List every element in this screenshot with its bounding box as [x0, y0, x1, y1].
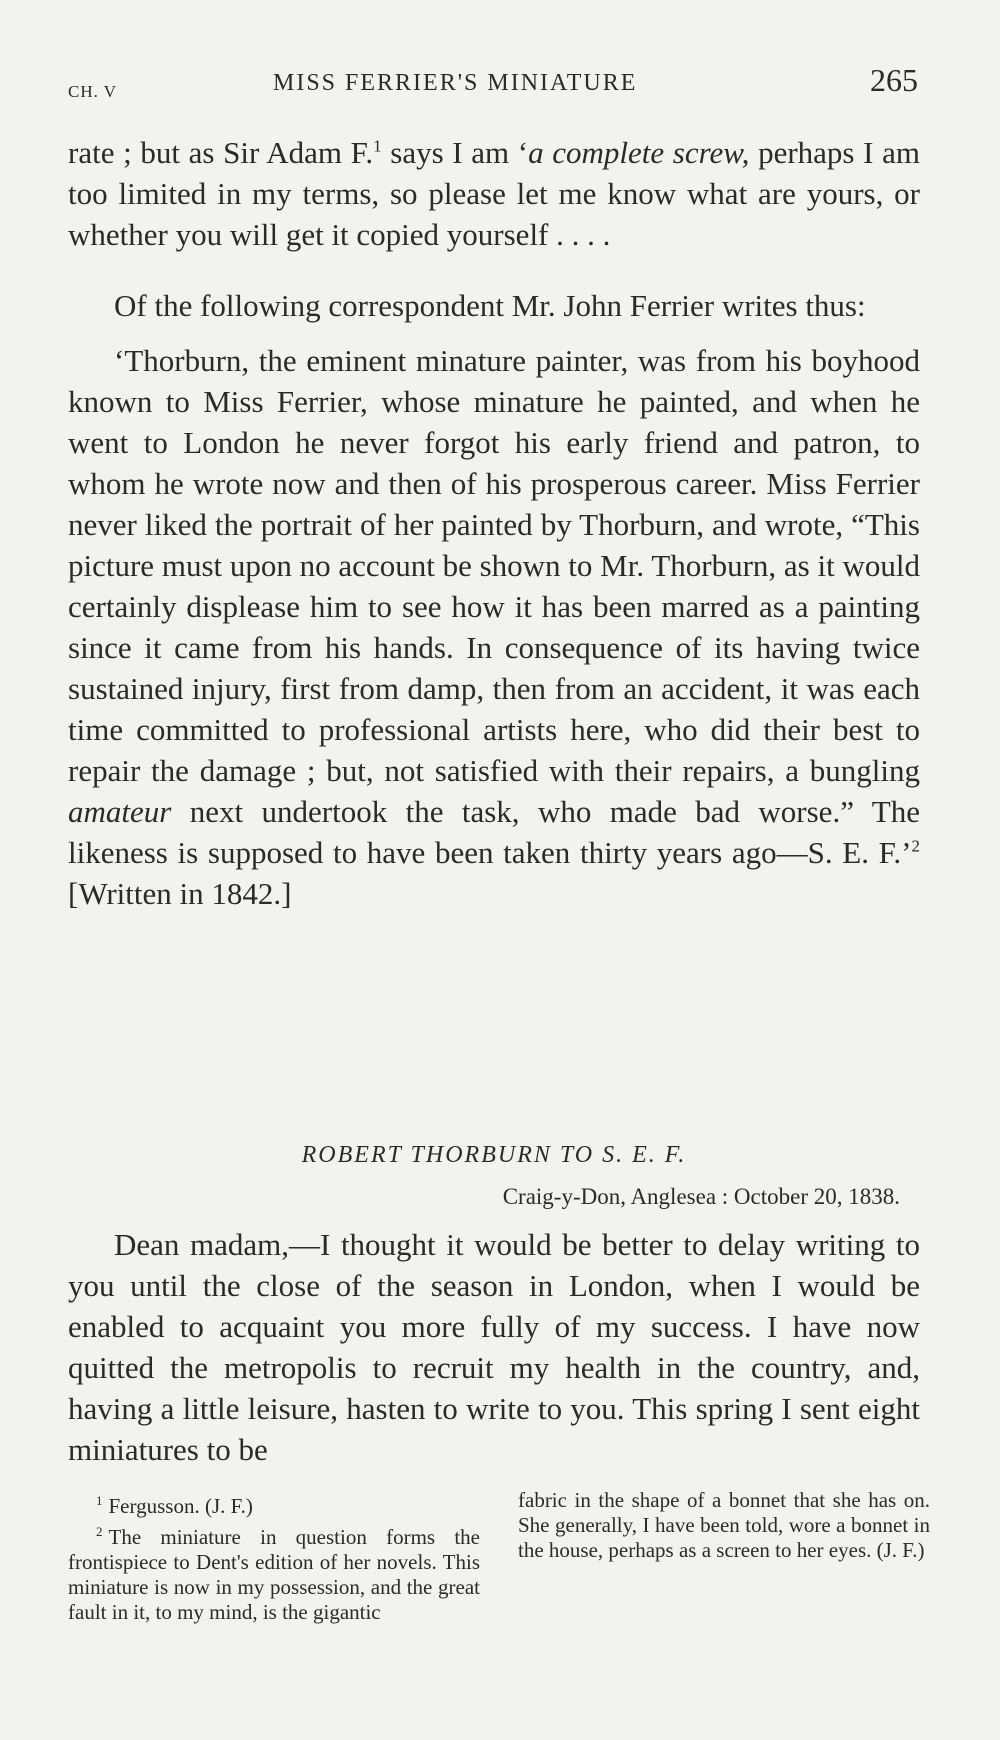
paragraph-3-tail: [Written in 1842.]: [68, 876, 292, 911]
footnote-ref-2: 2: [911, 836, 920, 856]
footnote-2-continued: fabric in the shape of a bonnet that she has on. She generally, I have been told, wore a bonnet in the house, perhaps as a screen to her eyes. (J. F.): [518, 1488, 930, 1562]
paragraph-3: [68, 340, 920, 914]
chapter-label: CH. V: [68, 82, 118, 101]
footnote-1-mark: 1: [96, 1493, 103, 1508]
paragraph-1-text-end: perhaps I am too limited in my terms, so please let me know what are yours, or whether you will get it copied yourself . . . .: [68, 135, 920, 252]
footnote-1-text: Fergusson. (J. F.): [108, 1494, 253, 1518]
paragraph-1-text-mid: says I am ‘: [381, 135, 529, 170]
footnote-2: [68, 1519, 480, 1625]
paragraph-1-italic: a complete screw,: [528, 135, 750, 170]
letter-place-date: Craig-y-Don, Anglesea : October 20, 1838.: [502, 1184, 900, 1209]
footnote-ref-1: 1: [373, 136, 382, 156]
letter-heading: ROBERT THORBURN TO S. E. F.: [301, 1142, 687, 1168]
paragraph-3-text: ‘Thorburn, the eminent minature painter, was from his boyhood known to Miss Ferrier, whose minature he painted, and when he went to London he never forgot his early friend and patron, to whom he wrote now and then of his prosperous career. Miss Ferrier never liked the portrait of her painted by Thorburn, and wrote, “This picture must upon no account be shown to Mr. Thorburn, as it would certainly displease him to see how it has been marred as a painting since it came from his hands. In consequence of its having twice sustained injury, first from damp, then from an accident, it was each time committed to professional artists here, who did their best to repair the damage ; but, not satisfied with their repairs, a bungling: [68, 343, 920, 788]
footnotes-left-column: [68, 1488, 480, 1625]
letter-body: Dean madam,—I thought it would be better to delay writing to you until the close of the season in London, when I would be enabled to acquaint you more fully of my success. I have now quitted the metropolis to recruit my health in the country, and, having a little leisure, hasten to write to you. This spring I sent eight miniatures to be: [68, 1227, 920, 1467]
paragraph-gap: [68, 255, 920, 285]
paragraph-gap: [68, 326, 920, 340]
main-text: [68, 132, 920, 914]
footnotes-right-column: [518, 1488, 930, 1563]
footnote-2-text: The miniature in question forms the frontispiece to Dent's edition of her novels. This miniature is now in my possession, and the great fault in it, to my mind, is the gigantic: [68, 1525, 480, 1624]
page-number: 265: [870, 62, 918, 98]
paragraph-3-italic: amateur: [68, 794, 172, 829]
running-title: MISS FERRIER'S MINIATURE: [273, 70, 638, 96]
footnote-1: [68, 1488, 480, 1519]
paragraph-1-text: rate ; but as Sir Adam F.: [68, 135, 374, 170]
paragraph-3-text-end: next undertook the task, who made bad worse.” The likeness is supposed to have been taken thirty years ago—S. E. F.’: [68, 794, 920, 870]
paragraph-1: [68, 132, 920, 255]
footnote-2-mark: 2: [96, 1524, 103, 1539]
paragraph-2: Of the following correspondent Mr. John Ferrier writes thus:: [114, 288, 866, 323]
page-header: [68, 62, 918, 102]
